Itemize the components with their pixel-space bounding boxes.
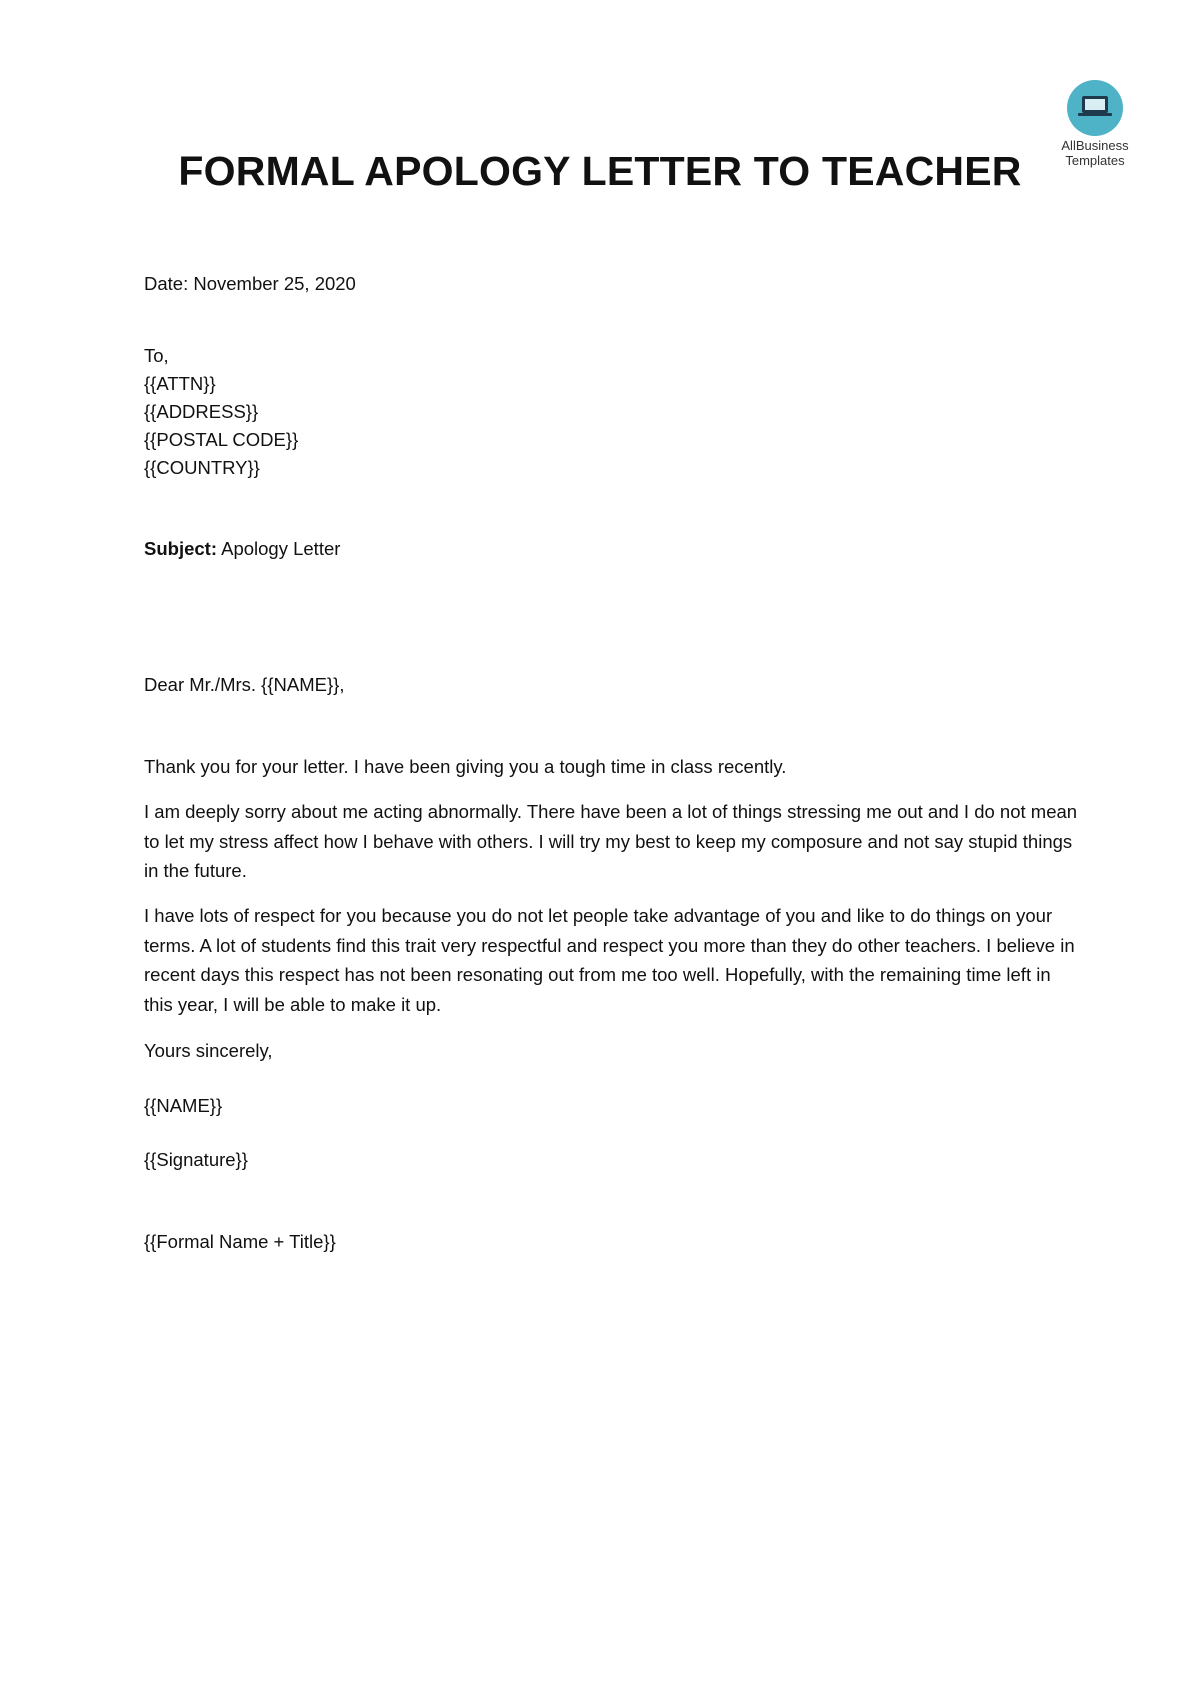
recipient-address: {{ADDRESS}} — [144, 401, 259, 422]
logo-text-line2: Templates — [1065, 153, 1125, 168]
recipient-country: {{COUNTRY}} — [144, 457, 260, 478]
salutation: Dear Mr./Mrs. {{NAME}}, — [144, 674, 345, 695]
formal-name-line — [144, 1228, 1068, 1256]
logo-text-line1: AllBusiness — [1061, 138, 1129, 153]
signature: {{Signature}} — [144, 1149, 248, 1170]
body-paragraph-1: Thank you for your letter. I have been giving you a tough time in class recently. — [144, 756, 787, 777]
formal-name-title: {{Formal Name + Title}} — [144, 1231, 336, 1252]
recipient-to: To, — [144, 345, 169, 366]
paragraph-1-block — [144, 752, 1068, 782]
subject-label: Subject: — [144, 538, 217, 559]
recipient-block — [144, 342, 1068, 482]
salutation-line — [144, 671, 1068, 699]
date-line — [144, 270, 1068, 298]
recipient-attn: {{ATTN}} — [144, 373, 216, 394]
closing-line — [144, 1037, 1068, 1065]
body-paragraph-2: I am deeply sorry about me acting abnormally. There have been a lot of things stressing me out and I do not mean to let my stress affect how I behave with others. I will try my best to keep my composure and not say stupid things in the future. — [144, 801, 1078, 881]
laptop-icon — [1067, 80, 1123, 136]
signature-name: {{NAME}} — [144, 1095, 223, 1116]
closing: Yours sincerely, — [144, 1040, 273, 1061]
letter-date: Date: November 25, 2020 — [144, 273, 356, 294]
signature-name-line — [144, 1092, 1068, 1120]
signature-line — [144, 1146, 1068, 1174]
subject-line — [144, 535, 1068, 563]
body-paragraph-3: I have lots of respect for you because you do not let people take advantage of you and like to do things on your terms. A lot of students find this trait very respectful and respect you more than they do other teachers. I believe in recent days this respect has not been resonating out from me too well. Hopefully, with the remaining time left in this year, I will be able to make it up. — [144, 905, 1075, 1015]
subject-text: Apology Letter — [216, 538, 341, 559]
page-title: FORMAL APOLOGY LETTER TO TEACHER — [178, 148, 1022, 194]
recipient-postal-code: {{POSTAL CODE}} — [144, 429, 299, 450]
paragraph-2-block — [144, 797, 1079, 886]
paragraph-3-block — [144, 901, 1079, 1019]
